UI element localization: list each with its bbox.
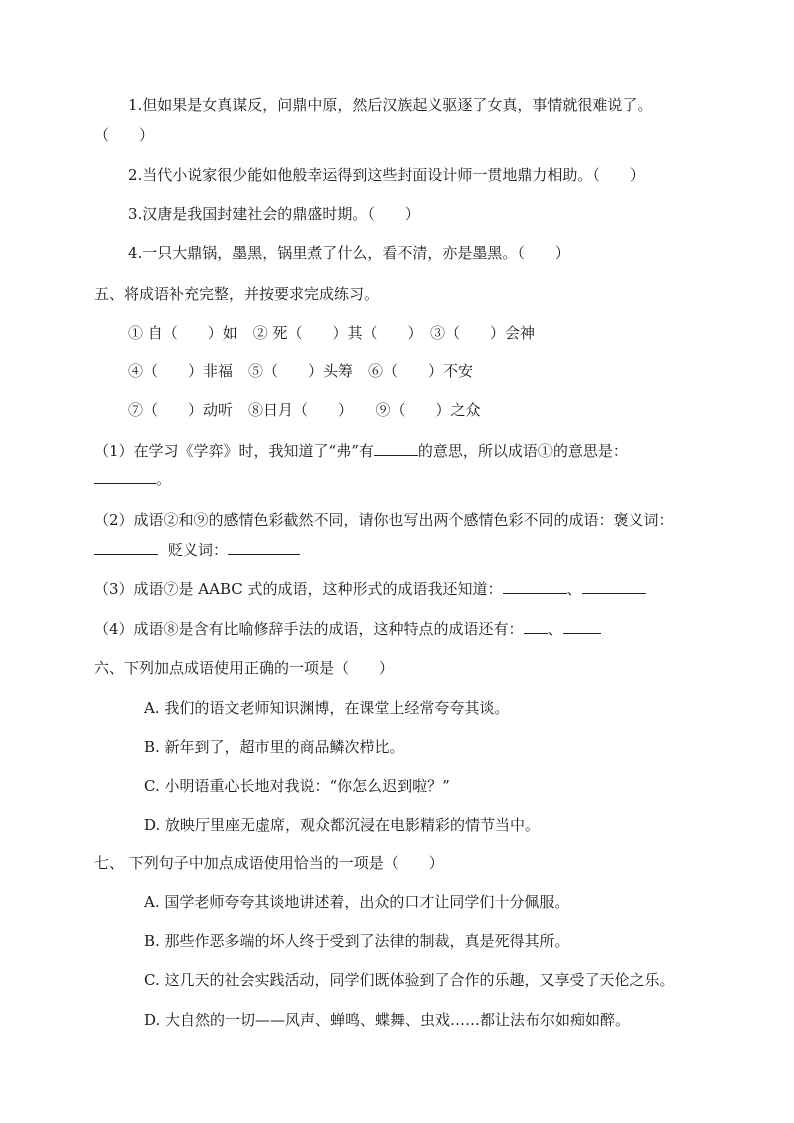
question-item-2: 2.当代小说家很少能如他般幸运得到这些封面设计师一贯地鼎力相助。（ ） xyxy=(128,166,645,184)
sub-question-3-text: （3）成语⑦是 AABC 式的成语，这种形式的成语我还知道： xyxy=(94,580,503,598)
question-item-3: 3.汉唐是我国封建社会的鼎盛时期。（ ） xyxy=(128,205,420,223)
idiom-row-3: ⑦（ ）动听 ⑧日月（ ） ⑨（ ）之众 xyxy=(128,401,481,419)
fill-blank[interactable] xyxy=(94,469,156,484)
sub-question-1 xyxy=(94,440,628,462)
section-heading-7: 七、 下列句子中加点成语使用恰当的一项是（ ） xyxy=(94,854,444,872)
sub-question-2-text-b: 贬义词： xyxy=(168,541,229,559)
fill-blank[interactable] xyxy=(563,619,601,634)
sub-question-1-end: 。 xyxy=(156,470,172,488)
answer-blank-1: （ ） xyxy=(94,126,155,144)
sub-question-4 xyxy=(94,618,601,640)
sub-question-2: （2）成语②和⑨的感情色彩截然不同，请你也写出两个感情色彩不同的成语：褒义词： xyxy=(94,511,674,529)
fill-blank[interactable] xyxy=(582,579,646,594)
option-b: B. 新年到了，超市里的商品鳞次栉比。 xyxy=(144,738,405,756)
separator: 、 xyxy=(547,620,563,638)
sub-question-1-text-b: 的意思，所以成语①的意思是： xyxy=(417,442,628,460)
idiom-row-2: ④（ ）非福 ⑤（ ）头筹 ⑥（ ）不安 xyxy=(128,362,474,380)
sub-question-3 xyxy=(94,578,646,600)
question-item-4: 4.一只大鼎锅，墨黑，锅里煮了什么，看不清，亦是墨黑。（ ） xyxy=(128,244,570,262)
section-heading-5: 五、将成语补充完整，并按要求完成练习。 xyxy=(94,285,380,303)
section-heading-6: 六、下列加点成语使用正确的一项是（ ） xyxy=(94,659,395,677)
sub-question-1-text-a: （1）在学习《学弈》时，我知道了“弗”有 xyxy=(94,442,374,460)
option-a: A. 国学老师夸夸其谈地讲述着，出众的口才让同学们十分佩服。 xyxy=(144,893,570,911)
option-b: B. 那些作恶多端的坏人终于受到了法律的制裁，真是死得其所。 xyxy=(144,932,570,950)
sub-question-1-answer-line xyxy=(94,468,171,490)
sub-question-2-answer-line xyxy=(94,539,300,561)
fill-blank[interactable] xyxy=(228,540,300,555)
fill-blank[interactable] xyxy=(374,441,418,456)
sub-question-4-text: （4）成语⑧是含有比喻修辞手法的成语，这种特点的成语还有： xyxy=(94,620,524,638)
option-c: C. 这几天的社会实践活动，同学们既体验到了合作的乐趣，又享受了天伦之乐。 xyxy=(144,971,675,989)
option-c: C. 小明语重心长地对我说：“你怎么迟到啦？” xyxy=(144,777,450,795)
option-a: A. 我们的语文老师知识渊博，在课堂上经常夸夸其谈。 xyxy=(144,699,510,717)
fill-blank[interactable] xyxy=(94,540,158,555)
fill-blank[interactable] xyxy=(524,619,548,634)
fill-blank[interactable] xyxy=(503,579,567,594)
option-d: D. 放映厅里座无虚席，观众都沉浸在电影精彩的情节当中。 xyxy=(144,816,541,834)
separator: 、 xyxy=(566,580,582,598)
idiom-row-1: ① 自（ ）如 ② 死（ ）其（ ） ③（ ）会神 xyxy=(128,324,536,342)
question-item-1: 1.但如果是女真谋反，问鼎中原，然后汉族起义驱逐了女真，事情就很难说了。 xyxy=(128,96,653,114)
option-d: D. 大自然的一切——风声、蝉鸣、蝶舞、虫戏……都让法布尔如痴如醉。 xyxy=(144,1011,631,1029)
